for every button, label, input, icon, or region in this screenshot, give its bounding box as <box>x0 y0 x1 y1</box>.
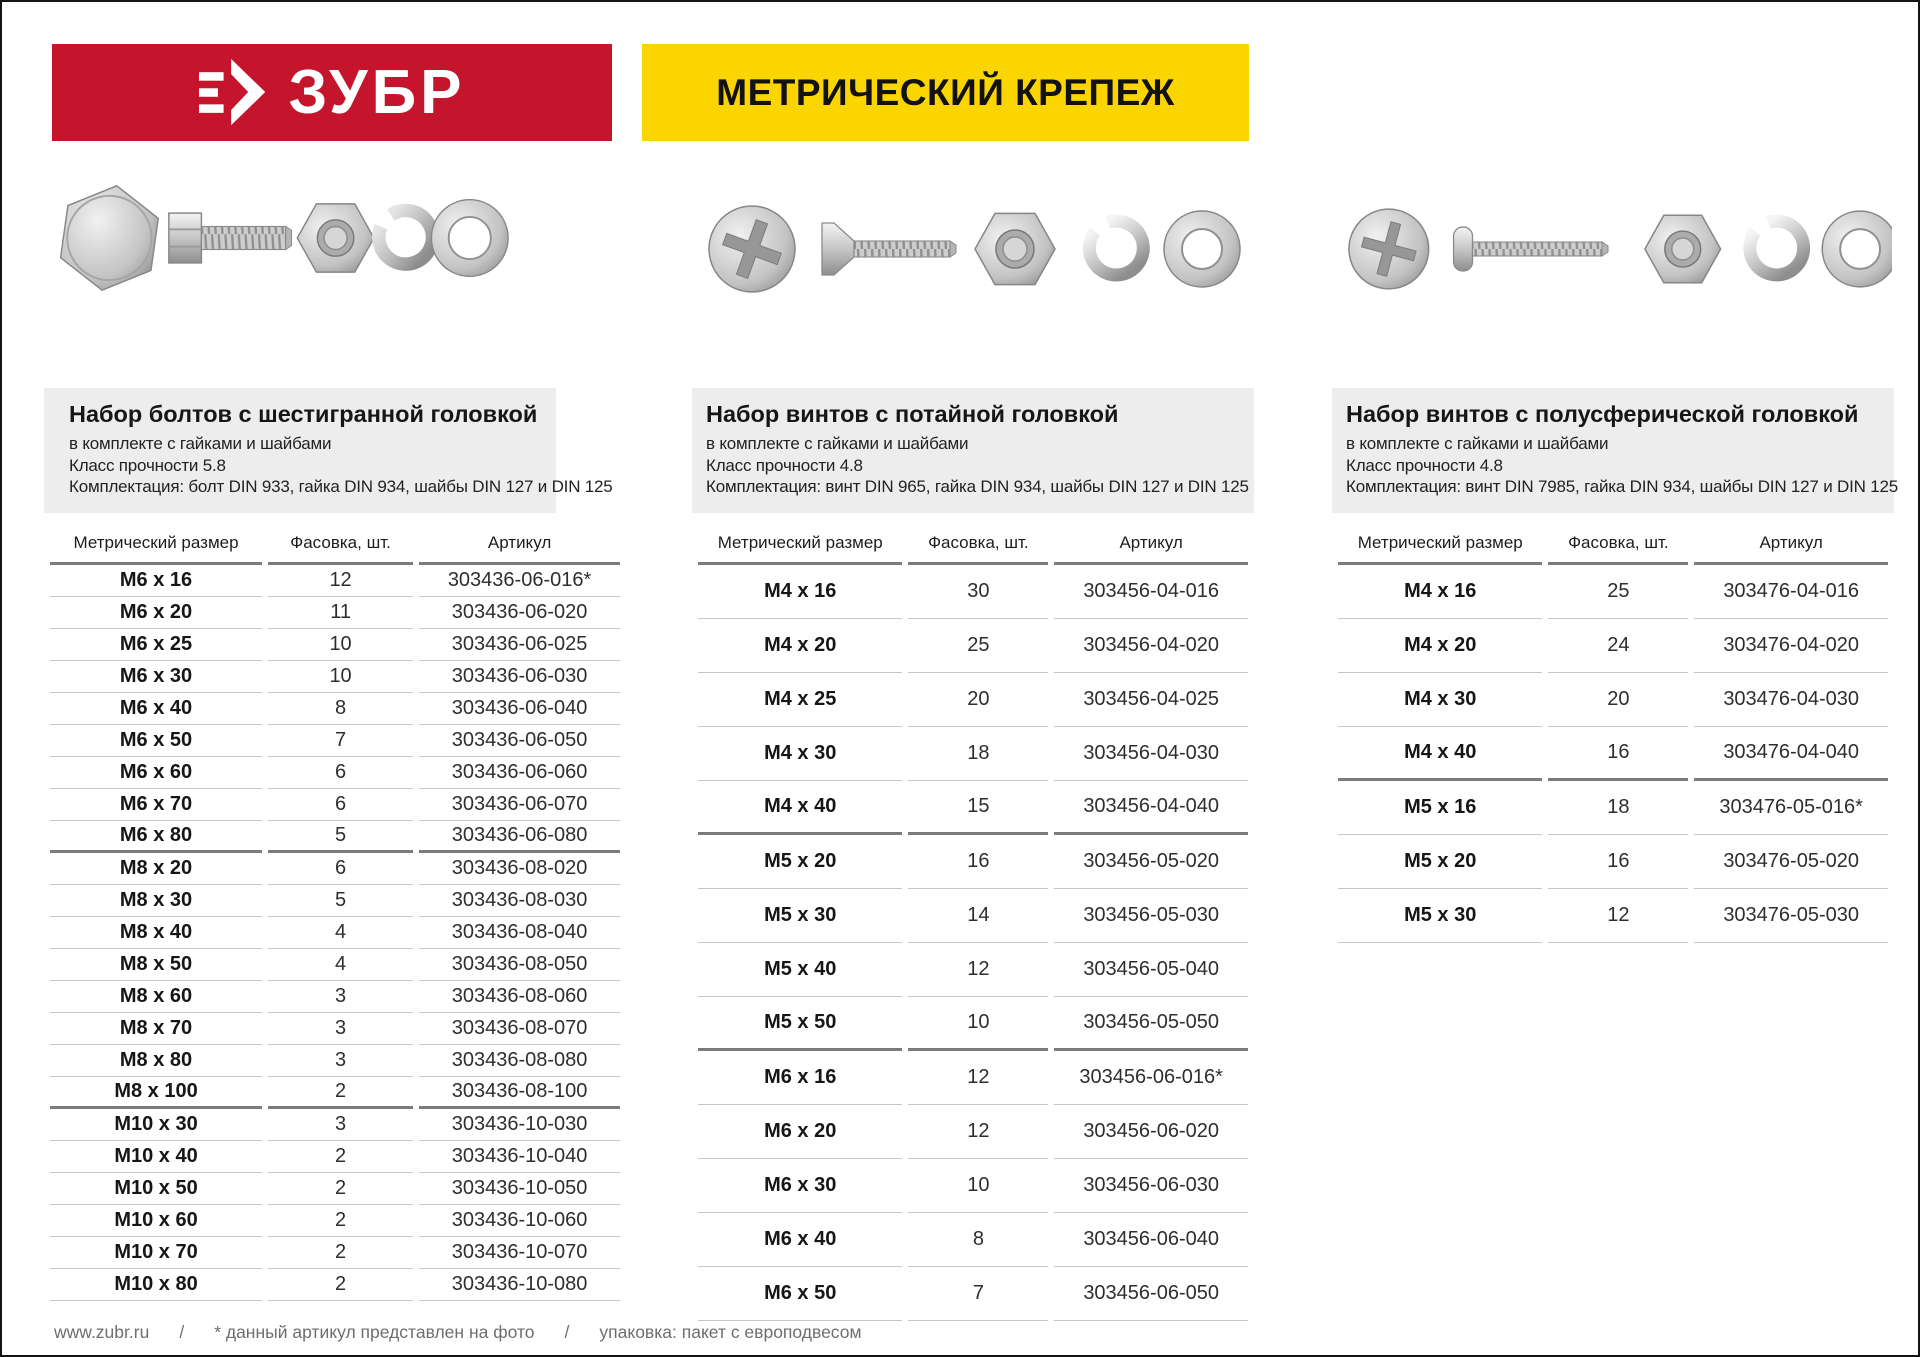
cell-qty: 18 <box>908 727 1048 781</box>
zubr-arrow-icon <box>199 53 269 133</box>
cell-size: M6 x 70 <box>50 789 262 821</box>
cell-size: M6 x 16 <box>50 565 262 597</box>
table-row <box>50 1013 620 1045</box>
pan-head-screws-table <box>1332 523 1894 943</box>
table-header-row <box>1338 523 1888 565</box>
strength-class: Класс прочности 4.8 <box>1346 455 1503 475</box>
cell-qty: 7 <box>908 1267 1048 1321</box>
cell-article: 303436-08-070 <box>419 1013 620 1045</box>
cell-qty: 16 <box>1548 727 1688 781</box>
cell-article: 303436-08-040 <box>419 917 620 949</box>
cell-article: 303456-06-020 <box>1054 1105 1248 1159</box>
cell-size: M5 x 16 <box>1338 781 1542 835</box>
cell-qty: 14 <box>908 889 1048 943</box>
product-photos-pan-head-screw-set <box>1334 194 1892 304</box>
table-row <box>50 917 620 949</box>
page-title-block <box>642 44 1249 141</box>
cell-article: 303476-05-020 <box>1694 835 1888 889</box>
product-header-panel <box>692 388 1254 513</box>
cell-size: M4 x 16 <box>1338 565 1542 619</box>
cell-qty: 25 <box>1548 565 1688 619</box>
product-section-hex-bolts <box>44 388 626 1301</box>
cell-size: M6 x 50 <box>698 1267 902 1321</box>
cell-qty: 3 <box>268 1109 413 1141</box>
product-header-panel <box>44 388 613 513</box>
cell-qty: 7 <box>268 725 413 757</box>
hex-nut-icon <box>297 204 374 272</box>
product-subtitle: в комплекте с гайками и шайбами <box>1346 434 1609 453</box>
table-row <box>698 727 1248 781</box>
cell-article: 303476-04-016 <box>1694 565 1888 619</box>
packaging-note: упаковка: пакет с европодвесом <box>599 1322 862 1342</box>
components-line: Комплектация: болт DIN 933, гайка DIN 934, шайбы DIN 127 и DIN 125 <box>69 477 613 496</box>
countersunk-screws-table <box>692 523 1254 1321</box>
col-header-size: Метрический размер <box>1338 523 1542 565</box>
cell-qty: 10 <box>908 1159 1048 1213</box>
table-row <box>1338 673 1888 727</box>
cell-size: M5 x 40 <box>698 943 902 997</box>
cell-article: 303436-06-060 <box>419 757 620 789</box>
countersunk-screw-icon <box>822 223 956 275</box>
cell-article: 303476-04-030 <box>1694 673 1888 727</box>
cell-article: 303436-08-050 <box>419 949 620 981</box>
cell-qty: 15 <box>908 781 1048 835</box>
cell-article: 303456-05-030 <box>1054 889 1248 943</box>
pan-head-screw-icon <box>1454 227 1608 271</box>
table-row <box>698 1159 1248 1213</box>
cell-qty: 6 <box>268 789 413 821</box>
cell-qty: 10 <box>268 629 413 661</box>
cell-article: 303456-04-016 <box>1054 565 1248 619</box>
cell-size: M5 x 30 <box>1338 889 1542 943</box>
spring-washer-icon <box>1740 212 1814 286</box>
strength-class: Класс прочности 5.8 <box>69 455 226 475</box>
table-row <box>1338 727 1888 781</box>
cell-size: M8 x 30 <box>50 885 262 917</box>
table-row <box>698 997 1248 1051</box>
cell-article: 303456-05-050 <box>1054 997 1248 1051</box>
cell-qty: 24 <box>1548 619 1688 673</box>
spring-washer-icon <box>1079 211 1154 285</box>
product-subtitle: в комплекте с гайками и шайбами <box>706 434 969 453</box>
cell-qty: 8 <box>268 693 413 725</box>
cell-size: M10 x 80 <box>50 1269 262 1301</box>
cell-size: M6 x 25 <box>50 629 262 661</box>
cell-size: M8 x 100 <box>50 1077 262 1109</box>
cell-qty: 3 <box>268 1013 413 1045</box>
col-header-qty: Фасовка, шт. <box>1548 523 1688 565</box>
cell-size: M6 x 60 <box>50 757 262 789</box>
cell-article: 303436-10-040 <box>419 1141 620 1173</box>
table-row <box>50 853 620 885</box>
cell-article: 303456-05-040 <box>1054 943 1248 997</box>
cell-article: 303476-05-016* <box>1694 781 1888 835</box>
cell-qty: 10 <box>268 661 413 693</box>
cell-qty: 3 <box>268 981 413 1013</box>
cell-qty: 10 <box>908 997 1048 1051</box>
cell-article: 303436-06-020 <box>419 597 620 629</box>
table-row <box>50 1141 620 1173</box>
cell-article: 303436-08-080 <box>419 1045 620 1077</box>
table-row <box>1338 781 1888 835</box>
table-row <box>50 629 620 661</box>
cell-size: M8 x 60 <box>50 981 262 1013</box>
cell-qty: 2 <box>268 1173 413 1205</box>
cell-qty: 2 <box>268 1269 413 1301</box>
table-row <box>698 943 1248 997</box>
table-row <box>50 1077 620 1109</box>
footer <box>54 1322 862 1343</box>
cell-size: M6 x 40 <box>50 693 262 725</box>
hex-nut-icon <box>1645 215 1721 283</box>
cell-article: 303436-06-040 <box>419 693 620 725</box>
cell-qty: 6 <box>268 757 413 789</box>
product-title: Набор винтов с потайной головкой <box>706 401 1119 427</box>
cell-qty: 12 <box>908 1105 1048 1159</box>
cell-size: M5 x 20 <box>698 835 902 889</box>
cell-article: 303456-04-020 <box>1054 619 1248 673</box>
table-header-row <box>698 523 1248 565</box>
footer-divider: / <box>564 1322 570 1342</box>
cell-article: 303456-06-040 <box>1054 1213 1248 1267</box>
col-header-article: Артикул <box>419 523 620 565</box>
cell-qty: 4 <box>268 917 413 949</box>
table-row <box>50 725 620 757</box>
cell-size: M10 x 70 <box>50 1237 262 1269</box>
table-row <box>1338 565 1888 619</box>
table-row <box>50 1045 620 1077</box>
hex-nut-icon <box>975 213 1055 284</box>
product-photos-hex-bolt-set <box>50 174 510 302</box>
col-header-article: Артикул <box>1694 523 1888 565</box>
page-title: МЕТРИЧЕСКИЙ КРЕПЕЖ <box>716 71 1175 113</box>
table-row <box>50 981 620 1013</box>
cell-article: 303436-08-030 <box>419 885 620 917</box>
cell-size: M8 x 20 <box>50 853 262 885</box>
table-row <box>50 821 620 853</box>
col-header-article: Артикул <box>1054 523 1248 565</box>
table-row <box>50 565 620 597</box>
cell-article: 303436-06-070 <box>419 789 620 821</box>
cell-size: M4 x 40 <box>1338 727 1542 781</box>
cell-qty: 16 <box>1548 835 1688 889</box>
table-row <box>50 661 620 693</box>
cell-size: M4 x 20 <box>1338 619 1542 673</box>
cell-qty: 12 <box>908 943 1048 997</box>
cell-qty: 2 <box>268 1141 413 1173</box>
cell-article: 303436-06-050 <box>419 725 620 757</box>
table-row <box>50 1173 620 1205</box>
table-row <box>698 1213 1248 1267</box>
cell-article: 303436-10-070 <box>419 1237 620 1269</box>
cell-qty: 8 <box>908 1213 1048 1267</box>
cell-size: M6 x 20 <box>50 597 262 629</box>
cell-size: M5 x 50 <box>698 997 902 1051</box>
flat-washer-icon <box>1164 211 1240 287</box>
table-row <box>698 1105 1248 1159</box>
table-row <box>698 1051 1248 1105</box>
components-line: Комплектация: винт DIN 965, гайка DIN 934, шайбы DIN 127 и DIN 125 <box>706 477 1249 496</box>
table-row <box>698 565 1248 619</box>
product-photos-countersunk-screw-set <box>697 194 1242 304</box>
cell-size: M10 x 50 <box>50 1173 262 1205</box>
cell-size: M8 x 80 <box>50 1045 262 1077</box>
table-row <box>1338 619 1888 673</box>
table-row <box>698 835 1248 889</box>
table-row <box>50 693 620 725</box>
cell-qty: 12 <box>908 1051 1048 1105</box>
cell-qty: 2 <box>268 1077 413 1109</box>
cell-size: M10 x 60 <box>50 1205 262 1237</box>
table-row <box>50 757 620 789</box>
cell-size: M10 x 30 <box>50 1109 262 1141</box>
flat-washer-icon <box>431 200 508 277</box>
table-row <box>50 789 620 821</box>
cell-qty: 12 <box>268 565 413 597</box>
cell-article: 303476-04-040 <box>1694 727 1888 781</box>
table-header-row <box>50 523 620 565</box>
footer-divider: / <box>179 1322 185 1342</box>
cell-article: 303436-08-100 <box>419 1077 620 1109</box>
table-row <box>50 1237 620 1269</box>
cell-size: M4 x 25 <box>698 673 902 727</box>
cell-size: M8 x 40 <box>50 917 262 949</box>
countersunk-screw-head-icon <box>709 206 795 292</box>
cell-qty: 2 <box>268 1205 413 1237</box>
site-url: www.zubr.ru <box>54 1322 150 1342</box>
hex-bolts-table <box>44 523 626 1301</box>
table-row <box>50 1109 620 1141</box>
product-header-panel <box>1332 388 1898 513</box>
cell-article: 303436-06-025 <box>419 629 620 661</box>
cell-article: 303456-06-016* <box>1054 1051 1248 1105</box>
cell-size: M4 x 30 <box>698 727 902 781</box>
cell-article: 303456-04-040 <box>1054 781 1248 835</box>
product-title: Набор болтов с шестигранной головкой <box>69 401 538 427</box>
table-row <box>1338 835 1888 889</box>
cell-size: M6 x 16 <box>698 1051 902 1105</box>
col-header-size: Метрический размер <box>50 523 262 565</box>
product-title: Набор винтов с полусферической головкой <box>1346 401 1859 427</box>
table-row <box>698 1267 1248 1321</box>
cell-article: 303436-10-060 <box>419 1205 620 1237</box>
cell-size: M6 x 20 <box>698 1105 902 1159</box>
cell-article: 303436-06-016* <box>419 565 620 597</box>
col-header-qty: Фасовка, шт. <box>268 523 413 565</box>
cell-article: 303476-04-020 <box>1694 619 1888 673</box>
flat-washer-icon <box>1822 211 1892 287</box>
cell-article: 303436-08-060 <box>419 981 620 1013</box>
table-row <box>50 597 620 629</box>
cell-qty: 20 <box>908 673 1048 727</box>
cell-qty: 2 <box>268 1237 413 1269</box>
cell-article: 303476-05-030 <box>1694 889 1888 943</box>
cell-size: M6 x 40 <box>698 1213 902 1267</box>
cell-size: M6 x 30 <box>698 1159 902 1213</box>
pan-head-screw-head-icon <box>1349 209 1429 289</box>
cell-qty: 6 <box>268 853 413 885</box>
cell-qty: 5 <box>268 821 413 853</box>
cell-size: M6 x 80 <box>50 821 262 853</box>
cell-article: 303436-10-080 <box>419 1269 620 1301</box>
cell-qty: 5 <box>268 885 413 917</box>
hex-bolt-head-icon <box>57 179 162 296</box>
cell-article: 303436-06-080 <box>419 821 620 853</box>
col-header-size: Метрический размер <box>698 523 902 565</box>
cell-qty: 20 <box>1548 673 1688 727</box>
cell-size: M6 x 30 <box>50 661 262 693</box>
cell-article: 303456-04-025 <box>1054 673 1248 727</box>
cell-size: M8 x 70 <box>50 1013 262 1045</box>
table-row <box>50 949 620 981</box>
product-subtitle: в комплекте с гайками и шайбами <box>69 434 332 453</box>
product-section-countersunk-screws <box>692 388 1254 1321</box>
cell-size: M10 x 40 <box>50 1141 262 1173</box>
table-row <box>698 781 1248 835</box>
cell-qty: 11 <box>268 597 413 629</box>
cell-article: 303436-06-030 <box>419 661 620 693</box>
brand-logo-block <box>52 44 612 141</box>
cell-qty: 16 <box>908 835 1048 889</box>
table-row <box>1338 889 1888 943</box>
table-row <box>698 619 1248 673</box>
table-row <box>50 885 620 917</box>
cell-article: 303436-08-020 <box>419 853 620 885</box>
components-line: Комплектация: винт DIN 7985, гайка DIN 934, шайбы DIN 127 и DIN 125 <box>1346 477 1898 496</box>
cell-qty: 30 <box>908 565 1048 619</box>
cell-article: 303436-10-050 <box>419 1173 620 1205</box>
cell-size: M4 x 40 <box>698 781 902 835</box>
cell-size: M6 x 50 <box>50 725 262 757</box>
cell-article: 303436-10-030 <box>419 1109 620 1141</box>
table-row <box>698 673 1248 727</box>
table-row <box>50 1269 620 1301</box>
hex-bolt-icon <box>169 213 292 263</box>
cell-qty: 12 <box>1548 889 1688 943</box>
cell-qty: 4 <box>268 949 413 981</box>
cell-qty: 18 <box>1548 781 1688 835</box>
col-header-qty: Фасовка, шт. <box>908 523 1048 565</box>
product-section-pan-head-screws <box>1332 388 1898 943</box>
cell-size: M5 x 20 <box>1338 835 1542 889</box>
cell-qty: 25 <box>908 619 1048 673</box>
strength-class: Класс прочности 4.8 <box>706 455 863 475</box>
cell-size: M5 x 30 <box>698 889 902 943</box>
cell-size: M8 x 50 <box>50 949 262 981</box>
cell-qty: 3 <box>268 1045 413 1077</box>
cell-article: 303456-05-020 <box>1054 835 1248 889</box>
cell-size: M4 x 20 <box>698 619 902 673</box>
cell-article: 303456-04-030 <box>1054 727 1248 781</box>
table-row <box>698 889 1248 943</box>
table-row <box>50 1205 620 1237</box>
cell-article: 303456-06-030 <box>1054 1159 1248 1213</box>
cell-size: M4 x 30 <box>1338 673 1542 727</box>
cell-size: M4 x 16 <box>698 565 902 619</box>
photo-note: * данный артикул представлен на фото <box>214 1322 535 1342</box>
cell-article: 303456-06-050 <box>1054 1267 1248 1321</box>
brand-name: ЗУБР <box>288 57 466 127</box>
